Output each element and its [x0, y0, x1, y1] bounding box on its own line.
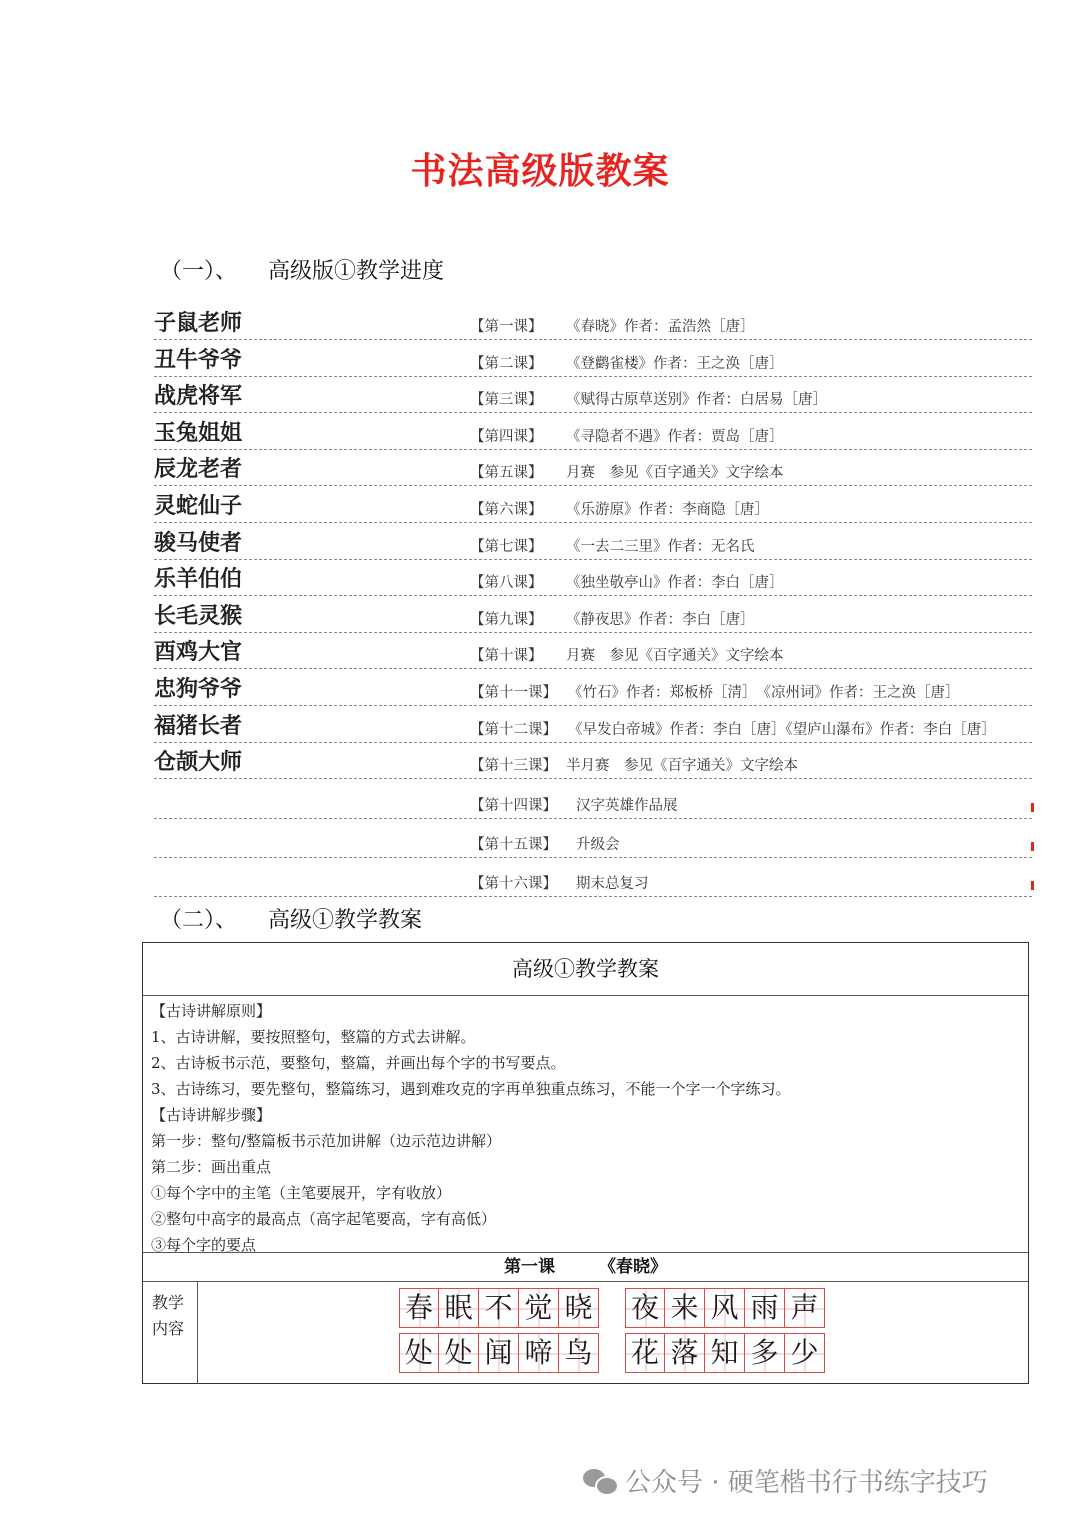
schedule-row [154, 599, 1032, 633]
lesson-content: 《登鹳雀楼》作者：王之涣［唐］ [566, 355, 784, 372]
schedule-row [154, 562, 1032, 596]
poem-line-1 [399, 1288, 599, 1328]
lesson-content: 《竹石》作者：郑板桥［清］ 《凉州词》作者：王之涣［唐］ [568, 684, 960, 701]
teacher-name: 乐羊伯伯 [154, 567, 243, 593]
lesson-content: 汉字英雄作品展 [576, 797, 678, 814]
principle-line: ①每个字中的主笔（主笔要展开，字有收放） [151, 1184, 452, 1202]
tianzige-cell: 雨 [745, 1288, 785, 1328]
tianzige-cell: 闻 [479, 1333, 519, 1373]
lesson-content: 《独坐敬亭山》作者：李白［唐］ [566, 575, 784, 592]
red-mark [1031, 842, 1034, 851]
lesson-number: 【第十六课】 [470, 875, 557, 892]
schedule-row [154, 672, 1032, 706]
lesson-number: 【第六课】 [470, 501, 543, 518]
poem-line-4 [625, 1333, 825, 1373]
red-mark [1031, 881, 1034, 890]
poem-line-2 [625, 1288, 825, 1328]
teacher-name: 骏马使者 [154, 530, 243, 556]
tianzige-cell: 处 [439, 1333, 479, 1373]
teacher-name: 玉兔姐姐 [154, 420, 243, 446]
schedule-row [154, 379, 1032, 413]
schedule-row [154, 416, 1032, 450]
lesson-content: 《静夜思》作者：李白［唐］ [566, 611, 755, 628]
poem-line-3 [399, 1333, 599, 1373]
teacher-name: 长毛灵猴 [154, 603, 243, 629]
content-row [143, 1282, 1028, 1384]
schedule-row [154, 860, 1032, 897]
lesson-content: 《乐游原》作者：李商隐［唐］ [566, 501, 769, 518]
lesson-number: 【第十四课】 [470, 797, 557, 814]
schedule-row [154, 452, 1032, 486]
teacher-name: 忠狗爷爷 [154, 676, 243, 702]
teacher-name: 福猪长者 [154, 713, 243, 739]
lesson-number: 【第九课】 [470, 611, 543, 628]
lesson-number: 【第十三课】 [470, 758, 557, 775]
section-label: 高级版①教学进度 [268, 259, 445, 284]
schedule-row [154, 709, 1032, 743]
lesson-number: 【第十一课】 [470, 684, 557, 701]
section-heading-progress [160, 254, 444, 285]
principle-line: ②整句中高字的最高点（高字起笔要高，字有高低） [151, 1210, 497, 1228]
section-label: 高级①教学教案 [268, 908, 423, 933]
tianzige-cell: 啼 [519, 1333, 559, 1373]
schedule-row [154, 821, 1032, 858]
lesson-number: 【第十课】 [470, 648, 543, 665]
tianzige-cell: 春 [399, 1288, 439, 1328]
tianzige-cell: 眠 [439, 1288, 479, 1328]
lesson-number: 【第八课】 [470, 575, 543, 592]
tianzige-cell: 夜 [625, 1288, 665, 1328]
lesson-content: 《寻隐者不遇》作者：贾岛［唐］ [566, 428, 784, 445]
schedule-row [154, 489, 1032, 523]
principle-line: 2、古诗板书示范，要整句，整篇，并画出每个字的书写要点。 [151, 1054, 566, 1072]
lesson-number: 【第五课】 [470, 465, 543, 482]
content-label [143, 1282, 198, 1384]
tianzige-cell: 声 [785, 1288, 825, 1328]
content-label-line: 教学 [152, 1293, 185, 1312]
lesson-content: 升级会 [576, 836, 620, 853]
lesson-title: 《春晓》 [599, 1257, 667, 1277]
lesson-content: 月赛 参见《百字通关》文字绘本 [566, 648, 784, 665]
lesson-heading [143, 1253, 1028, 1282]
principle-line: 第二步：画出重点 [151, 1158, 272, 1176]
section-number: （一）、 [160, 259, 238, 284]
lesson-number: 【第十二课】 [470, 721, 557, 738]
lesson-content: 期末总复习 [576, 875, 649, 892]
lesson-label: 第一课 [504, 1257, 555, 1277]
section-number: （二）、 [160, 908, 238, 933]
principles-block [143, 996, 1028, 1253]
teacher-name: 战虎将军 [154, 384, 243, 410]
watermark-text: 公众号 · 硬笔楷书行书练字技巧 [625, 1468, 988, 1498]
principle-line: ③每个字的要点 [151, 1236, 257, 1254]
watermark [583, 1462, 988, 1499]
tianzige-cell: 少 [785, 1333, 825, 1373]
lesson-number: 【第七课】 [470, 538, 543, 555]
tianzige-cell: 处 [399, 1333, 439, 1373]
lesson-number: 【第三课】 [470, 392, 543, 409]
tianzige-cell: 落 [665, 1333, 705, 1373]
schedule-row [154, 343, 1032, 377]
tianzige-cell: 风 [705, 1288, 745, 1328]
lesson-number: 【第十五课】 [470, 836, 557, 853]
tianzige-cell: 鸟 [559, 1333, 599, 1373]
teacher-name: 仓颉大师 [154, 750, 243, 776]
lesson-content: 半月赛 参见《百字通关》文字绘本 [566, 758, 798, 775]
schedule-row [154, 745, 1032, 779]
section-heading-plan [160, 903, 422, 934]
tianzige-cell: 觉 [519, 1288, 559, 1328]
lesson-content: 《春晓》作者：孟浩然［唐］ [566, 319, 755, 335]
principle-line: 【古诗讲解原则】 [151, 1002, 272, 1020]
page-title: 书法高级版教案 [410, 151, 670, 192]
principle-line: 第一步：整句/整篇板书示范加讲解（边示范边讲解） [151, 1132, 502, 1150]
teacher-name: 酉鸡大官 [154, 640, 243, 666]
plan-title: 高级①教学教案 [143, 943, 1028, 996]
teacher-name: 辰龙老者 [154, 457, 243, 483]
tianzige-cell: 知 [705, 1333, 745, 1373]
principle-line: 3、古诗练习，要先整句，整篇练习，遇到难攻克的字再单独重点练习，不能一个字一个字练习。 [151, 1080, 791, 1098]
principle-line: 【古诗讲解步骤】 [151, 1106, 272, 1124]
tianzige-cell: 花 [625, 1333, 665, 1373]
teacher-name: 丑牛爷爷 [154, 347, 243, 373]
schedule-row [154, 526, 1032, 560]
lesson-number: 【第一课】 [470, 319, 543, 335]
lesson-content: 《一去二三里》作者：无名氏 [566, 538, 755, 555]
lesson-content: 《早发白帝城》作者：李白［唐］《望庐山瀑布》作者：李白［唐］ [568, 721, 996, 738]
teacher-name: 灵蛇仙子 [154, 493, 243, 519]
content-label-line: 内容 [152, 1319, 185, 1338]
lesson-number: 【第二课】 [470, 355, 543, 372]
lesson-content: 《赋得古原草送别》作者：白居易［唐］ [566, 392, 827, 409]
teacher-name: 子鼠老师 [154, 311, 243, 336]
schedule-row [154, 782, 1032, 819]
tianzige-cell: 不 [479, 1288, 519, 1328]
schedule-list [154, 306, 1032, 899]
lesson-plan-table [142, 942, 1029, 1384]
lesson-number: 【第四课】 [470, 428, 543, 445]
schedule-row [154, 306, 1032, 340]
principle-line: 1、古诗讲解，要按照整句，整篇的方式去讲解。 [151, 1028, 476, 1046]
wechat-icon [583, 1467, 617, 1495]
red-mark [1031, 803, 1034, 812]
tianzige-cell: 晓 [559, 1288, 599, 1328]
tianzige-cell: 多 [745, 1333, 785, 1373]
schedule-row [154, 635, 1032, 669]
lesson-content: 月赛 参见《百字通关》文字绘本 [566, 465, 784, 482]
tianzige-cell: 来 [665, 1288, 705, 1328]
